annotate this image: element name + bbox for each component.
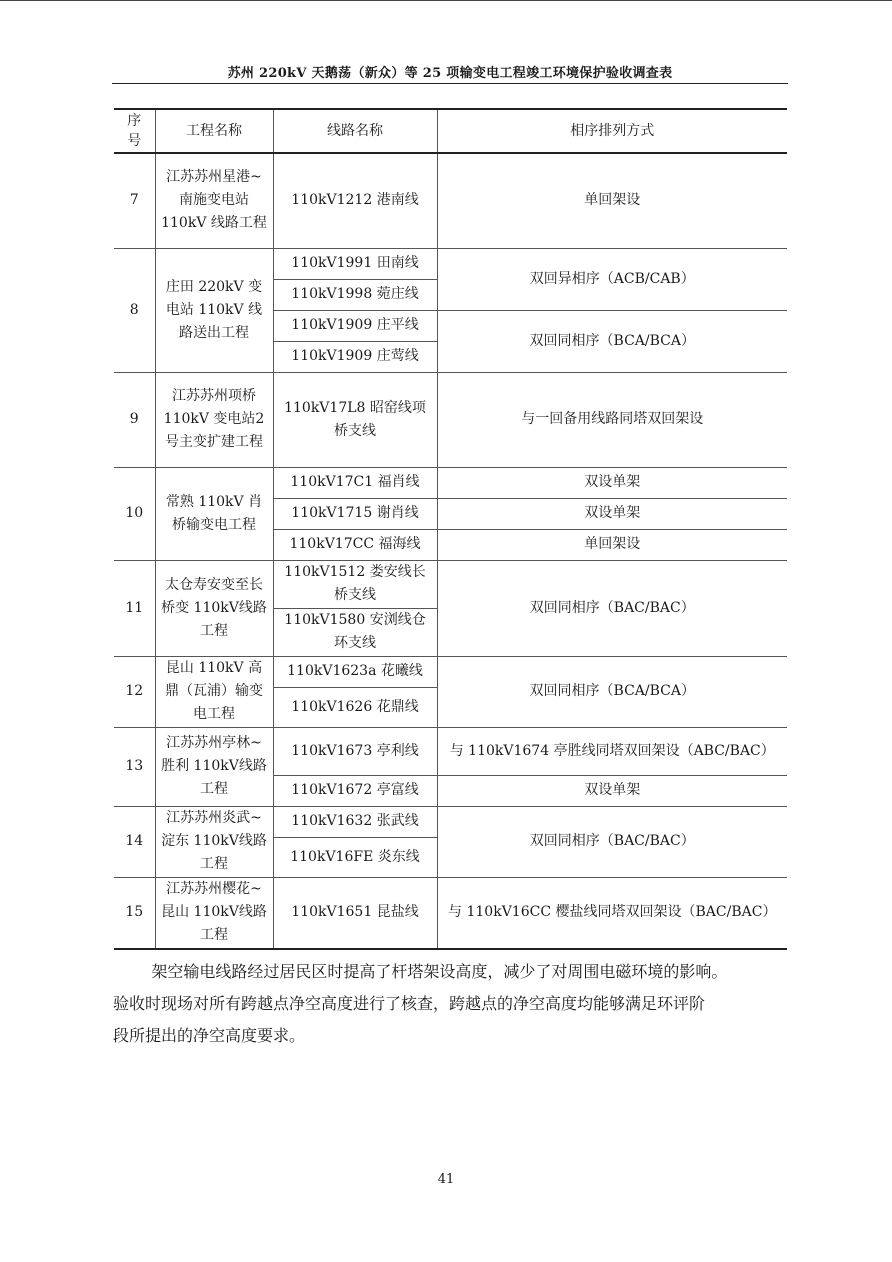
line-cell: 110kV1998 菀庄线 [273,279,437,310]
seq-cell: 13 [114,727,155,806]
phase-cell: 单回架设 [437,529,787,560]
phase-cell: 与一回备用线路同塔双回架设 [437,372,787,467]
phase-cell: 双回同相序（BAC/BAC） [437,560,787,656]
header-line: 线路名称 [273,109,437,153]
header-seq-label: 序号 [127,113,142,149]
seq-cell: 15 [114,877,155,949]
table-row [114,806,787,837]
line-cell: 110kV1623a 花曦线 [273,656,437,687]
table-row [114,372,787,467]
header-phase: 相序排列方式 [437,109,787,153]
table-row [114,877,787,949]
seq-cell: 8 [114,248,155,372]
header-seq [114,109,155,153]
phase-cell: 与 110kV16CC 樱盐线同塔双回架设（BAC/BAC） [437,877,787,949]
phase-cell: 双回同相序（BAC/BAC） [437,806,787,877]
seq-cell: 7 [114,153,155,248]
project-cell: 昆山 110kV 高鼎（瓦浦）输变电工程 [155,656,273,727]
line-cell: 110kV1909 庄莺线 [273,341,437,372]
page-number: 41 [437,1172,455,1187]
line-cell: 110kV17CC 福海线 [273,529,437,560]
phase-sequence-table [114,108,787,950]
line-cell: 110kV1626 花鼎线 [273,687,437,727]
phase-cell: 双回同相序（BCA/BCA） [437,656,787,727]
phase-cell: 单回架设 [437,153,787,248]
seq-cell: 11 [114,560,155,656]
paragraph-line: 验收时现场对所有跨越点净空高度进行了核查，跨越点的净空高度均能够满足环评阶 [113,994,706,1013]
line-cell: 110kV1909 庄平线 [273,310,437,341]
project-cell: 江苏苏州亭林~胜利 110kV线路工程 [155,727,273,806]
line-cell: 110kV1672 亭富线 [273,775,437,806]
body-paragraph [113,956,789,1052]
phase-cell: 双回异相序（ACB/CAB） [437,248,787,310]
line-cell: 110kV17L8 昭窑线项桥支线 [273,372,437,467]
paragraph-line: 架空输电线路经过居民区时提高了杆塔架设高度，减少了对周围电磁环境的影响。 [151,962,728,981]
page-header-title: 苏州 220kV 天鹅荡（新众）等 25 项输变电工程竣工环境保护验收调查表 [227,66,673,81]
header-project: 工程名称 [155,109,273,153]
line-cell: 110kV1991 田南线 [273,248,437,279]
project-cell: 庄田 220kV 变电站 110kV 线路送出工程 [155,248,273,372]
project-cell: 江苏苏州炎武~淀东 110kV线路工程 [155,806,273,877]
table-row [114,560,787,608]
seq-cell: 9 [114,372,155,467]
seq-cell: 10 [114,467,155,560]
phase-cell: 与 110kV1674 亭胜线同塔双回架设（ABC/BAC） [437,727,787,775]
project-cell: 太仓寿安变至长桥变 110kV线路工程 [155,560,273,656]
seq-cell: 12 [114,656,155,727]
line-cell: 110kV16FE 炎东线 [273,837,437,877]
phase-cell: 双设单架 [437,498,787,529]
line-cell: 110kV1212 港南线 [273,153,437,248]
project-cell: 江苏苏州星港~南施变电站110kV 线路工程 [155,153,273,248]
table-row [114,656,787,687]
project-cell: 常熟 110kV 肖桥输变电工程 [155,467,273,560]
phase-cell: 双回同相序（BCA/BCA） [437,310,787,372]
table-row [114,153,787,248]
page-top-border [0,0,892,1]
seq-cell: 14 [114,806,155,877]
table-row [114,727,787,775]
phase-cell: 双设单架 [437,775,787,806]
line-cell: 110kV17C1 福肖线 [273,467,437,498]
header-rule [112,83,788,84]
paragraph-line: 段所提出的净空高度要求。 [113,1026,306,1045]
table-row [114,467,787,498]
phase-cell: 双设单架 [437,467,787,498]
line-cell: 110kV1651 昆盐线 [273,877,437,949]
line-cell: 110kV1673 亭利线 [273,727,437,775]
line-cell: 110kV1632 张武线 [273,806,437,837]
project-cell: 江苏苏州项桥110kV 变电站2 号主变扩建工程 [155,372,273,467]
line-cell: 110kV1580 安浏线仓环支线 [273,608,437,656]
line-cell: 110kV1512 娄安线长桥支线 [273,560,437,608]
line-cell: 110kV1715 谢肖线 [273,498,437,529]
project-cell: 江苏苏州樱花~昆山 110kV线路工程 [155,877,273,949]
table-row [114,248,787,279]
